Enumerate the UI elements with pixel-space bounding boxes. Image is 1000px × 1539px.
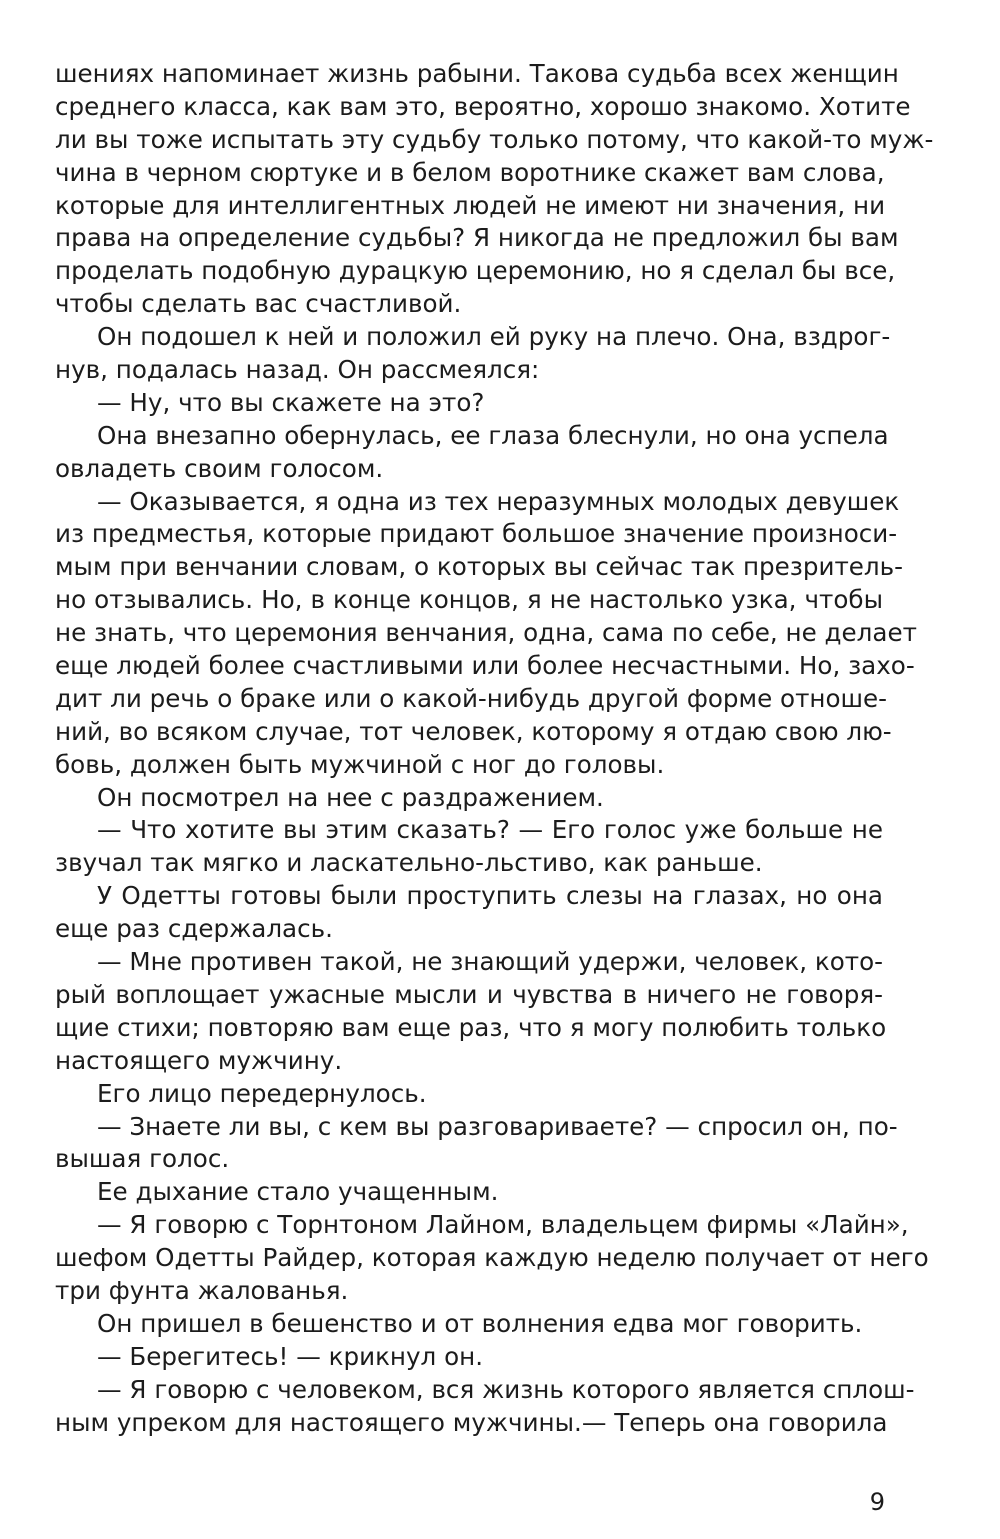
text-line: Ее дыхание стало учащенным. — [97, 1177, 499, 1207]
text-line: чтобы сделать вас счастливой. — [55, 289, 462, 319]
text-line: вышая голос. — [55, 1144, 230, 1174]
text-line: настоящего мужчину. — [55, 1045, 343, 1075]
text-line: дит ли речь о браке или о какой-нибудь другой форме отноше- — [55, 683, 888, 713]
text-line: не знать, что церемония венчания, одна, сама по себе, не делает — [55, 618, 917, 648]
text-line: Его лицо передернулось. — [97, 1078, 427, 1108]
text-line: ли вы тоже испытать эту судьбу только потому, что какой-то муж- — [55, 124, 934, 154]
page-body-text — [55, 58, 934, 1439]
text-line: звучал так мягко и ласкательно-льстиво, как раньше. — [55, 848, 763, 878]
text-line: Он пришел в бешенство и от волнения едва мог говорить. — [97, 1308, 863, 1338]
text-line: которые для интеллигентных людей не имеют ни значения, ни — [55, 190, 886, 220]
text-line: шефом Одетты Райдер, которая каждую неделю получает от него — [55, 1243, 929, 1273]
text-line: три фунта жалованья. — [55, 1275, 349, 1305]
text-line: ний, во всяком случае, тот человек, которому я отдаю свою лю- — [55, 716, 892, 746]
text-line: — Ну, что вы скажете на это? — [97, 387, 485, 417]
text-line: — Я говорю с человеком, вся жизнь которого является сплош- — [97, 1374, 915, 1404]
text-line: права на определение судьбы? Я никогда не предложил бы вам — [55, 223, 899, 253]
text-line: шениях напоминает жизнь рабыни. Такова судьба всех женщин — [55, 59, 899, 88]
text-line: но отзывались. Но, в конце концов, я не настолько узка, чтобы — [55, 585, 883, 615]
text-line: еще раз сдержалась. — [55, 914, 333, 944]
text-line: рый воплощает ужасные мысли и чувства в ничего не говоря- — [55, 979, 883, 1009]
text-line: — Знаете ли вы, с кем вы разговариваете? — спросил он, по- — [97, 1111, 898, 1141]
text-line: ным упреком для настоящего мужчины.— Теперь она говорила — [55, 1407, 888, 1437]
text-line: — Что хотите вы этим сказать? — Его голос уже больше не — [97, 815, 883, 845]
text-line: еще людей более счастливыми или более несчастными. Но, захо- — [55, 651, 915, 681]
text-line: среднего класса, как вам это, вероятно, хорошо знакомо. Хотите — [55, 91, 911, 121]
text-line: Она внезапно обернулась, ее глаза блеснули, но она успела — [97, 420, 889, 450]
text-line: — Берегитесь! — крикнул он. — [97, 1341, 484, 1371]
text-line: мым при венчании словам, о которых вы сейчас так презритель- — [55, 552, 904, 582]
text-line: — Мне противен такой, не знающий удержи, человек, кото- — [97, 947, 883, 977]
page-number: 9 — [869, 1488, 885, 1516]
text-line: щие стихи; повторяю вам еще раз, что я могу полюбить только — [55, 1012, 887, 1042]
text-line: из предместья, которые придают большое значение произноси- — [55, 519, 898, 549]
text-line: нув, подалась назад. Он рассмеялся: — [55, 355, 540, 385]
text-line: проделать подобную дурацкую церемонию, но я сделал бы все, — [55, 256, 896, 286]
text-line: — Оказывается, я одна из тех неразумных молодых девушек — [97, 486, 900, 516]
text-line: Он посмотрел на нее с раздражением. — [97, 782, 604, 812]
text-line: бовь, должен быть мужчиной с ног до головы. — [55, 749, 665, 779]
text-line: У Одетты готовы были проступить слезы на глазах, но она — [97, 881, 883, 911]
text-line: — Я говорю с Торнтоном Лайном, владельцем фирмы «Лайн», — [97, 1210, 909, 1240]
text-line: Он подошел к ней и положил ей руку на плечо. Она, вздрог- — [97, 322, 891, 352]
text-line: чина в черном сюртуке и в белом воротнике скажет вам слова, — [55, 157, 885, 187]
text-line: овладеть своим голосом. — [55, 453, 384, 483]
